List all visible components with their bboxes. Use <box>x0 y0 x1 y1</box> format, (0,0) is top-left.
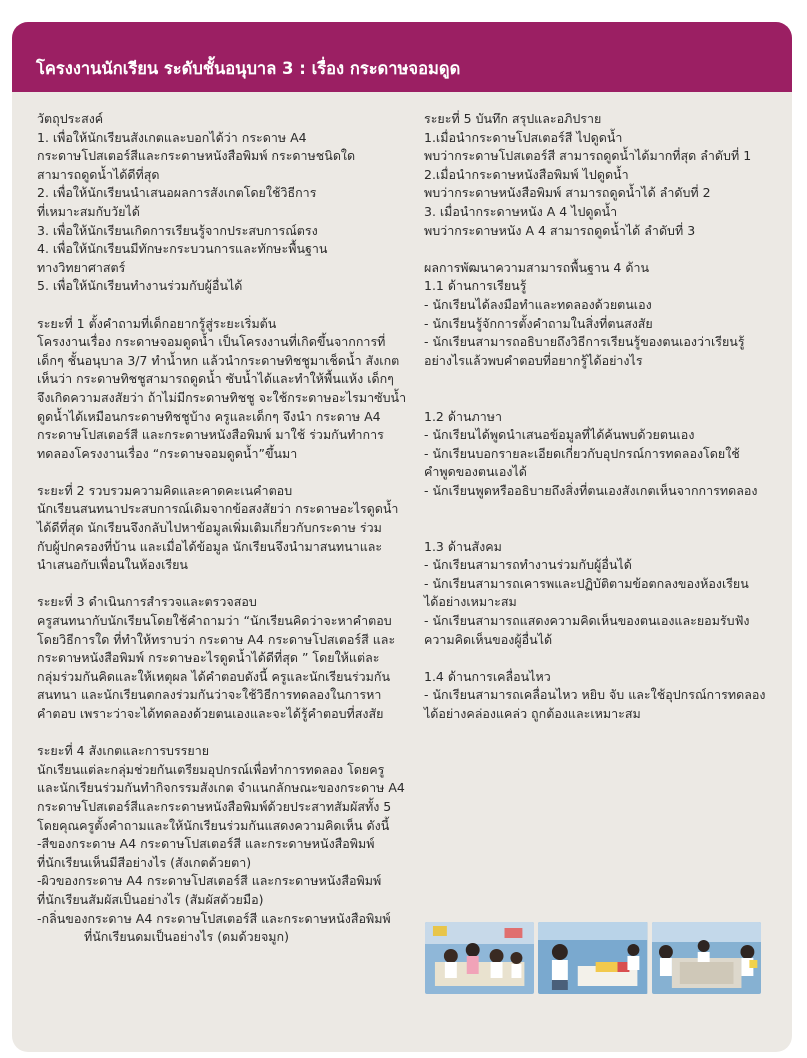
spacer <box>424 519 774 538</box>
spacer <box>424 370 774 389</box>
text-line: นักเรียนแต่ละกลุ่มช่วยกันเตรียมอุปกรณ์เพื่อทำการทดลอง โดยครู <box>37 761 385 777</box>
text-line: ผลการพัฒนาความสามารถพื้นฐาน 4 ด้าน <box>424 259 650 275</box>
text-line: 4. เพื่อให้นักเรียนมีทักษะกระบวนการและทักษะพื้นฐาน <box>37 241 328 257</box>
text-line: กระดาษโปสเตอร์สี และกระดาษหนังสือพิมพ์ มาใช้ ร่วมกันทำการ <box>37 427 384 443</box>
text-line: - นักเรียนรู้จักการตั้งคำถามในสิ่งที่ตนสงสัย <box>424 315 653 331</box>
text-line: วัตถุประสงค์ <box>37 111 104 126</box>
class-activity-photo-2 <box>538 922 647 994</box>
text-line: 1. เพื่อให้นักเรียนสังเกตและบอกได้ว่า กระดาษ A4 <box>37 129 307 145</box>
text-line: 1.เมื่อนำกระดาษโปสเตอร์สี ไปดูดน้ำ <box>424 129 623 145</box>
text-line: กระดาษโปสเตอร์สีและกระดาษหนังสือพิมพ์ด้วยประสาทสัมผัสทั้ง 5 <box>37 798 392 814</box>
text-line: กับผู้ปกครองที่บ้าน และเมื่อได้ข้อมูล นักเรียนจึงนำมาสนทนาและ <box>37 538 383 554</box>
text-line: ครูสนทนากับนักเรียนโดยใช้คำถามว่า “นักเรียนคิดว่าจะหาคำตอบ <box>37 613 392 629</box>
text-line: นำเสนอกับเพื่อนในห้องเรียน <box>37 557 188 573</box>
photo-icon <box>425 922 534 994</box>
photo-icon <box>652 922 761 994</box>
text-line: 1.1 ด้านการเรียนรู้ <box>424 278 527 294</box>
photo-strip <box>425 922 761 994</box>
text-line: พบว่ากระดาษหนังสือพิมพ์ สามารถดูดน้ำได้ ลำดับที่ 2 <box>424 185 711 201</box>
right-column <box>424 110 774 724</box>
text-line: จึงเกิดความสงสัยว่า ถ้าไม่มีกระดาษทิชชู จะใช้กระดาษอะไรมาซับน้ำ <box>37 389 407 405</box>
text-line: ได้อย่างคล่องแคล่ว ถูกต้องและเหมาะสม <box>424 706 641 721</box>
text-line: ระยะที่ 2 รวบรวมความคิดและคาดคะเนคำตอบ <box>37 482 293 498</box>
spacer <box>424 240 774 259</box>
text-line: นักเรียนสนทนาประสบการณ์เดิมจากข้อสงสัยว่า กระดาษอะไรดูดน้ำ <box>37 501 399 517</box>
text-line: 3. เมื่อนำกระดาษหนัง A 4 ไปดูดน้ำ <box>424 203 618 219</box>
text-line: ทดลองโครงงานเรื่อง “กระดาษจอมดูดน้ำ”ขึ้นมา <box>37 445 298 461</box>
text-line: และนักเรียนร่วมกันทำกิจกรรมสังเกต จำแนกลักษณะของกระดาษ A4 <box>37 780 405 796</box>
text-line: ระยะที่ 4 สังเกตและการบรรยาย <box>37 743 210 759</box>
project-card <box>12 22 792 1052</box>
text-line: -ผิวของกระดาษ A4 กระดาษโปสเตอร์สี และกระดาษหนังสือพิมพ์ <box>37 873 382 889</box>
text-line: ที่นักเรียนสัมผัสเป็นอย่างไร (สัมผัสด้วยมือ) <box>37 891 264 907</box>
text-line: - นักเรียนสามารถแสดงความคิดเห็นของตนเองและยอมรับฟัง <box>424 613 750 629</box>
text-line: 3. เพื่อให้นักเรียนเกิดการเรียนรู้จากประสบการณ์ตรง <box>37 222 318 238</box>
text-line: - นักเรียนสามารถอธิบายถึงวิธีการเรียนรู้ของตนเองว่าเรียนรู้ <box>424 334 745 350</box>
text-line: ที่นักเรียนดมเป็นอย่างไร (ดมด้วยจมูก) <box>84 929 289 945</box>
class-activity-photo-3 <box>652 922 761 994</box>
text-line: - นักเรียนได้พูดนำเสนอข้อมูลที่ได้ค้นพบด้วยตนเอง <box>424 427 695 443</box>
spacer <box>424 500 774 519</box>
text-line: โดยคุณครูตั้งคำถามและให้นักเรียนร่วมกันแสดงความคิดเห็น ดังนี้ <box>37 817 390 833</box>
text-line: พบว่ากระดาษโปสเตอร์สี สามารถดูดน้ำได้มากที่สุด ลำดับที่ 1 <box>424 148 752 164</box>
text-line: - นักเรียนบอกรายละเอียดเกี่ยวกับอุปกรณ์การทดลองโดยใช้ <box>424 445 740 461</box>
text-line: โครงงานเรื่อง กระดาษจอมดูดน้ำ เป็นโครงงานที่เกิดขึ้นจากการที่ <box>37 334 386 350</box>
text-line: เด็กๆ ชั้นอนุบาล 3/7 ทำน้ำหก แล้วนำกระดาษทิชชูมาเช็ดน้ำ สังเกต <box>37 352 400 368</box>
text-line: ความคิดเห็นของผู้อื่นได้ <box>424 631 553 647</box>
text-line: สามารถดูดน้ำได้ดีที่สุด <box>37 166 160 182</box>
text-line: ดูดน้ำได้เหมือนกระดาษทิชชูบ้าง ครูและเด็กๆ จึงนำ กระดาษ A4 <box>37 408 381 424</box>
text-line: ระยะที่ 3 ดำเนินการสำรวจและตรวจสอบ <box>37 594 257 610</box>
text-line: คำพูดของตนเองได้ <box>424 464 527 480</box>
text-line: คำตอบ เพราะว่าจะได้ทดลองด้วยตนเองและจะได้รู้คำตอบที่สงสัย <box>37 706 384 721</box>
class-activity-photo-1 <box>425 922 534 994</box>
text-line: กระดาษหนังสือพิมพ์ กระดาษอะไรดูดน้ำได้ดีที่สุด ” โดยให้แต่ละ <box>37 650 380 666</box>
text-line: 1.2 ด้านภาษา <box>424 408 503 424</box>
text-line: ที่เหมาะสมกับวัยได้ <box>37 203 140 219</box>
text-line: ได้อย่างเหมาะสม <box>424 594 517 610</box>
text-line: กลุ่มร่วมกันคิดและให้เหตุผล ได้คำตอบดังนี้ ครูและนักเรียนร่วมกัน <box>37 668 391 684</box>
spacer <box>37 296 412 315</box>
text-line: เห็นว่า กระดาษทิชชูสามารถดูดน้ำ ซับน้ำได้และทำให้พื้นแห้ง เด็กๆ <box>37 371 394 387</box>
text-line: -กลิ่นของกระดาษ A4 กระดาษโปสเตอร์สี และกระดาษหนังสือพิมพ์ <box>37 910 391 926</box>
text-line: โดยวิธีการใด ที่ทำให้ทราบว่า กระดาษ A4 กระดาษโปสเตอร์สี และ <box>37 631 396 647</box>
text-line: - นักเรียนได้ลงมือทำและทดลองด้วยตนเอง <box>424 296 652 312</box>
text-line: - นักเรียนพูดหรืออธิบายถึงสิ่งที่ตนเองสังเกตเห็นจากการทดลอง <box>424 482 758 498</box>
spacer <box>424 389 774 408</box>
text-line: ทางวิทยาศาสตร์ <box>37 259 126 275</box>
header-banner <box>12 22 792 92</box>
spacer <box>424 649 774 668</box>
text-line: อย่างไรแล้วพบคำตอบที่อยากรู้ได้อย่างไร <box>424 352 643 368</box>
text-line: - นักเรียนสามารถเคารพและปฏิบัติตามข้อตกลงของห้องเรียน <box>424 575 749 591</box>
text-line: 1.4 ด้านการเคลื่อนไหว <box>424 668 551 684</box>
text-line: สนทนา และนักเรียนตกลงร่วมกันว่าจะใช้วิธีการทดลองในการหา <box>37 687 382 703</box>
text-line: 1.3 ด้านสังคม <box>424 538 502 554</box>
text-line: -สีของกระดาษ A4 กระดาษโปสเตอร์สี และกระดาษหนังสือพิมพ์ <box>37 836 375 852</box>
text-line: ระยะที่ 1 ตั้งคำถามที่เด็กอยากรู้สู่ระยะเริ่มต้น <box>37 315 277 331</box>
text-line: ได้ดีที่สุด นักเรียนจึงกลับไปหาข้อมูลเพิ่มเติมเกี่ยวกับกระดาษ ร่วม <box>37 520 382 536</box>
spacer <box>37 724 412 743</box>
spacer <box>37 575 412 594</box>
text-line: 2.เมื่อนำกระดาษหนังสือพิมพ์ ไปดูดน้ำ <box>424 166 629 182</box>
text-line: ระยะที่ 5 บันทึก สรุปและอภิปราย <box>424 111 602 126</box>
text-line: ที่นักเรียนเห็นมีสีอย่างไร (สังเกตด้วยตา) <box>37 854 252 870</box>
page-title: โครงงานนักเรียน ระดับชั้นอนุบาล 3 : เรื่อง กระดาษจอมดูด <box>36 59 461 78</box>
left-column <box>37 110 412 947</box>
text-line: พบว่ากระดาษหนัง A 4 สามารถดูดน้ำได้ ลำดับที่ 3 <box>424 222 696 238</box>
photo-icon <box>538 922 647 994</box>
text-line: 2. เพื่อให้นักเรียนนำเสนอผลการสังเกตโดยใช้วิธีการ <box>37 185 317 201</box>
spacer <box>37 463 412 482</box>
text-line: - นักเรียนสามารถเคลื่อนไหว หยิบ จับ และใช้อุปกรณ์การทดลอง <box>424 687 766 703</box>
text-line: 5. เพื่อให้นักเรียนทำงานร่วมกับผู้อื่นได้ <box>37 278 243 294</box>
text-line: กระดาษโปสเตอร์สีและกระดาษหนังสือพิมพ์ กระดาษชนิดใด <box>37 148 356 164</box>
text-line: - นักเรียนสามารถทำงานร่วมกับผู้อื่นได้ <box>424 557 632 573</box>
